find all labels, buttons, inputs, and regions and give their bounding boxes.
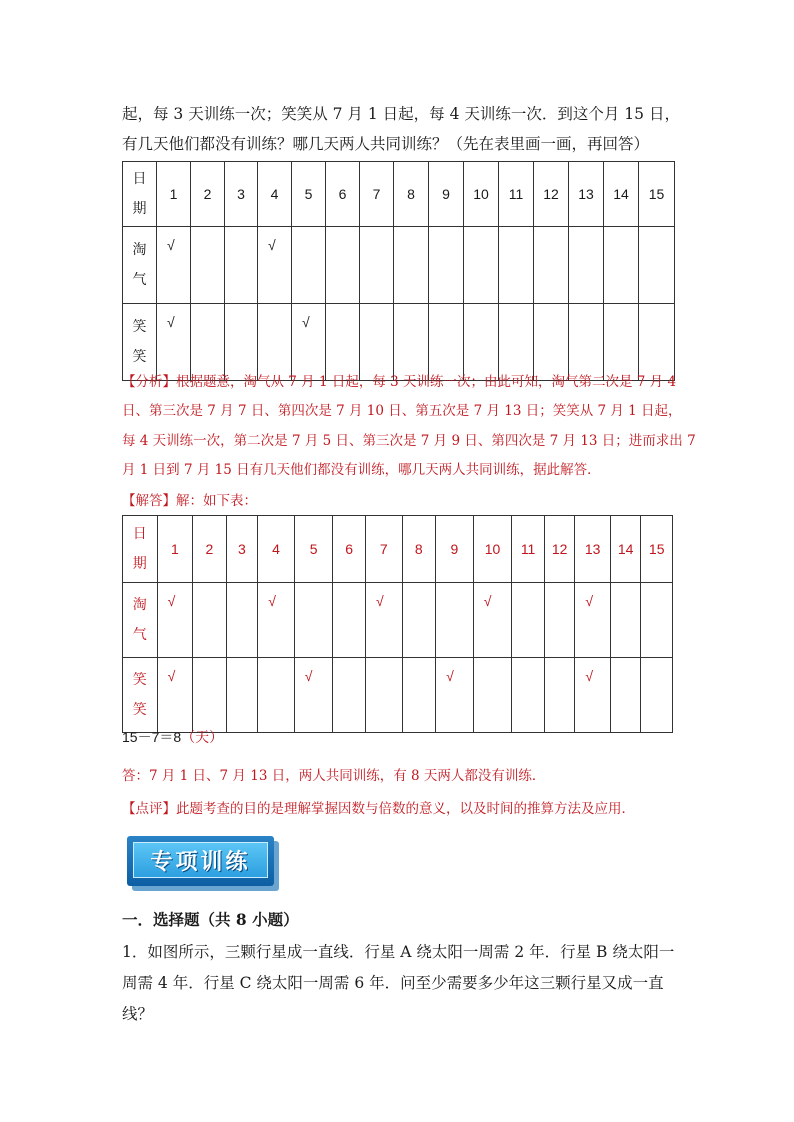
mark-cell	[365, 658, 402, 733]
day-header-cell: 4	[258, 516, 295, 583]
mark-cell	[499, 227, 534, 304]
mark-cell: √	[575, 583, 611, 658]
practice-table	[122, 161, 675, 381]
mark-cell	[402, 583, 436, 658]
day-header-cell: 12	[534, 162, 569, 227]
mark-cell	[534, 304, 569, 381]
section-title: 一．选择题（共 8 小题）	[122, 910, 299, 929]
person-char: 淘	[132, 597, 147, 613]
question-line-1: 1．如图所示，三颗行星成一直线．行星 A 绕太阳一周需 2 年．行星 B 绕太阳一	[122, 943, 675, 961]
mark-cell	[569, 304, 604, 381]
mark-cell	[512, 583, 545, 658]
mark-cell	[226, 583, 258, 658]
person-char: 笑	[132, 319, 147, 335]
mark-cell: √	[473, 583, 512, 658]
table-header-row	[123, 516, 673, 583]
mark-cell	[258, 658, 295, 733]
person-char: 笑	[132, 702, 147, 718]
mark-cell: √	[575, 658, 611, 733]
mark-cell	[544, 658, 574, 733]
mark-cell: √	[157, 304, 191, 381]
intro-line-2: 有几天他们都没有训练？哪几天两人共同训练？（先在表里画一画，再回答）	[122, 135, 650, 153]
day-header-cell: 14	[610, 516, 640, 583]
section-banner	[127, 836, 274, 886]
mark-cell	[360, 227, 394, 304]
analysis-line-4: 月 1 日到 7 月 15 日有几天他们都没有训练，哪几天两人共同训练，据此解答．	[122, 462, 601, 478]
day-header-cell: 3	[225, 162, 258, 227]
mark-cell	[326, 227, 360, 304]
header-char: 日	[132, 526, 147, 542]
mark-cell: √	[157, 583, 193, 658]
person-char: 淘	[132, 242, 147, 258]
day-header-cell: 3	[226, 516, 258, 583]
mark-cell	[429, 227, 464, 304]
mark-cell	[394, 227, 429, 304]
analysis-line-2: 日、第三次是 7 月 7 日、第四次是 7 月 10 日、第五次是 7 月 13 日；笑笑从 7 月 1 日起，	[122, 403, 682, 419]
equation-expression: 15－7＝8	[122, 729, 182, 745]
day-header-cell: 11	[499, 162, 534, 227]
person-label-cell	[123, 583, 158, 658]
mark-cell	[394, 304, 429, 381]
mark-cell: √	[157, 227, 191, 304]
comment-text: 【点评】此题考查的目的是理解掌握因数与倍数的意义，以及时间的推算方法及应用．	[122, 801, 635, 817]
mark-cell	[294, 583, 333, 658]
mark-cell	[610, 658, 640, 733]
header-char: 日	[132, 171, 147, 187]
day-header-cell: 5	[292, 162, 326, 227]
mark-cell	[604, 304, 639, 381]
mark-cell	[604, 227, 639, 304]
person-label-cell	[123, 658, 158, 733]
solution-table	[122, 515, 673, 733]
analysis-line-3: 每 4 天训练一次，第二次是 7 月 5 日、第三次是 7 月 9 日、第四次是 7 月 13 日；进而求出 7	[122, 433, 696, 449]
solution-heading: 【解答】解：如下表：	[122, 493, 257, 509]
day-header-cell: 10	[473, 516, 512, 583]
day-header-cell: 8	[394, 162, 429, 227]
equation	[122, 727, 223, 747]
day-header-cell: 15	[639, 162, 675, 227]
header-char: 期	[132, 556, 147, 572]
person-char: 气	[132, 627, 147, 643]
intro-line-1: 起，每 3 天训练一次；笑笑从 7 月 1 日起，每 4 天训练一次．到这个月 15 日，	[122, 105, 680, 123]
day-header-cell: 13	[575, 516, 611, 583]
mark-cell	[499, 304, 534, 381]
question-line-2: 周需 4 年．行星 C 绕太阳一周需 6 年．问至少需要多少年这三颗行星又成一直	[122, 974, 664, 992]
date-header-cell	[123, 516, 158, 583]
mark-cell: √	[365, 583, 402, 658]
banner-label: 专项训练	[133, 842, 268, 878]
mark-cell	[569, 227, 604, 304]
day-header-cell: 5	[294, 516, 333, 583]
day-header-cell: 9	[436, 516, 474, 583]
mark-cell: √	[294, 658, 333, 733]
mark-cell: √	[258, 227, 292, 304]
mark-cell: √	[157, 658, 193, 733]
mark-cell	[641, 583, 673, 658]
table-row	[123, 304, 675, 381]
day-header-cell: 7	[365, 516, 402, 583]
mark-cell	[544, 583, 574, 658]
analysis-line-1: 【分析】根据题意，淘气从 7 月 1 日起，每 3 天训练一次；由此可知，淘气第二次是 7 月 4	[122, 374, 677, 390]
person-label-cell	[123, 304, 157, 381]
mark-cell	[333, 583, 366, 658]
mark-cell	[610, 583, 640, 658]
mark-cell	[258, 304, 292, 381]
day-header-cell: 2	[193, 516, 227, 583]
mark-cell	[225, 227, 258, 304]
mark-cell	[191, 227, 225, 304]
mark-cell	[512, 658, 545, 733]
table-row	[123, 583, 673, 658]
day-header-cell: 6	[326, 162, 360, 227]
day-header-cell: 12	[544, 516, 574, 583]
mark-cell: √	[436, 658, 474, 733]
person-char: 笑	[132, 672, 147, 688]
mark-cell	[639, 227, 675, 304]
person-label-cell	[123, 227, 157, 304]
day-header-cell: 13	[569, 162, 604, 227]
mark-cell	[226, 658, 258, 733]
mark-cell	[534, 227, 569, 304]
mark-cell	[191, 304, 225, 381]
equation-unit: （天）	[181, 729, 224, 745]
day-header-cell: 9	[429, 162, 464, 227]
mark-cell	[333, 658, 366, 733]
day-header-cell: 7	[360, 162, 394, 227]
mark-cell	[193, 583, 227, 658]
mark-cell	[292, 227, 326, 304]
mark-cell	[641, 658, 673, 733]
mark-cell	[639, 304, 675, 381]
day-header-cell: 4	[258, 162, 292, 227]
header-char: 期	[132, 201, 147, 217]
question-line-3: 线？	[122, 1005, 154, 1023]
table-header-row	[123, 162, 675, 227]
day-header-cell: 6	[333, 516, 366, 583]
day-header-cell: 1	[157, 516, 193, 583]
day-header-cell: 10	[464, 162, 499, 227]
mark-cell	[464, 227, 499, 304]
mark-cell	[429, 304, 464, 381]
day-header-cell: 15	[641, 516, 673, 583]
day-header-cell: 11	[512, 516, 545, 583]
mark-cell: √	[292, 304, 326, 381]
day-header-cell: 8	[402, 516, 436, 583]
person-char: 笑	[132, 349, 147, 365]
mark-cell	[436, 583, 474, 658]
mark-cell	[193, 658, 227, 733]
mark-cell	[360, 304, 394, 381]
person-char: 气	[132, 272, 147, 288]
answer-text: 答：7 月 1 日、7 月 13 日，两人共同训练，有 8 天两人都没有训练．	[122, 768, 546, 784]
mark-cell	[326, 304, 360, 381]
mark-cell	[473, 658, 512, 733]
day-header-cell: 14	[604, 162, 639, 227]
day-header-cell: 1	[157, 162, 191, 227]
table-row	[123, 658, 673, 733]
day-header-cell: 2	[191, 162, 225, 227]
date-header-cell	[123, 162, 157, 227]
table-row	[123, 227, 675, 304]
mark-cell	[402, 658, 436, 733]
mark-cell	[464, 304, 499, 381]
mark-cell: √	[258, 583, 295, 658]
mark-cell	[225, 304, 258, 381]
